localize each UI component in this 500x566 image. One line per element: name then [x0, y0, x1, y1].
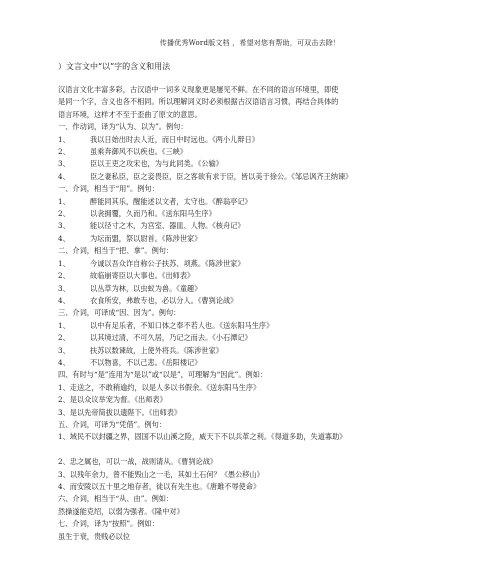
item-text: 以中有足乐者，不知口体之奉不若人也。《送东阳马生序》: [90, 320, 274, 330]
item-text: 能以径寸之木，为宫室、器皿、人物。《核舟记》: [90, 221, 245, 231]
item-text: 以其境过清，不可久居，乃记之而去。《小石潭记》: [90, 333, 252, 343]
section-heading: 四、有时与“是”连用为“是以”或“以是”，可理解为“因此”。例如：: [58, 370, 268, 380]
item-number: 1、: [58, 196, 70, 206]
item-text: 故临崩寄臣以大事也。《出师表》: [90, 271, 195, 281]
list-item: [58, 258, 470, 270]
list-item: [58, 171, 470, 183]
item-text: 以衾拥覆，久而乃和。《送东阳马生序》: [90, 209, 216, 219]
item-number: 4、: [58, 171, 70, 181]
section-heading: 一、作动词，译为“认为、以为”。例句：: [58, 122, 188, 132]
item-text: 臣之妻私臣，臣之妾畏臣，臣之客欲有求于臣，皆以美于徐公。《邹忌讽齐王纳谏》: [90, 171, 353, 181]
list-item: 2、是以众议举宠为督。《出师表》: [58, 395, 167, 405]
item-text: 以丛草为林，以虫蚁为兽。《童趣》: [90, 283, 202, 293]
list-item: [58, 332, 470, 344]
list-item: [58, 295, 470, 307]
item-text: 不以物喜，不以己悲。《岳阳楼记》: [90, 357, 202, 367]
item-number: 2、: [58, 333, 70, 343]
blank-line: [58, 444, 470, 456]
item-number: 3、: [58, 159, 70, 169]
item-text: 醉能同其乐，醒能述以文者，太守也。《醉翁亭记》: [90, 196, 252, 206]
item-number: 4、: [58, 233, 70, 243]
item-number: 4、: [58, 357, 70, 367]
item-number: 4、: [58, 295, 70, 305]
document-header-banner: 传播优秀Word版文档 ，希望对您有帮助，可双击去除！: [159, 39, 341, 47]
item-number: 3、: [58, 283, 70, 293]
list-item: [58, 208, 470, 220]
list-item: 2、忠之属也，可以一战，战则请从。《曹刿论战》: [58, 457, 218, 467]
intro-line: 汉语言文化丰富多彩，古汉语中一词多义现象更是屡见不鲜。在不同的语言环境里，即使: [58, 85, 339, 94]
item-number: 2、: [58, 209, 70, 219]
item-number: 3、: [58, 345, 70, 355]
list-item: [58, 357, 470, 369]
section-heading: 二、介词，相当于“把、拿”。例句：: [58, 246, 174, 256]
list-item: [58, 134, 470, 146]
list-item: [58, 158, 470, 170]
intro-line: 是同一个字，含义也各不相同。所以理解词义时必须根据古汉语语言习惯，再结合具体的: [58, 97, 339, 107]
item-text: 臣以王吏之攻宋也，为与此同类。《公输》: [90, 159, 223, 169]
list-item: 3、以残年余力，曾不能毁山之一毛，其如土石何？《愚公移山》: [58, 469, 264, 479]
list-item: 1、走送之，不敢稍逾约，以是人多以书假余。《送东阳马生序》: [58, 382, 261, 392]
list-item: [58, 196, 470, 208]
list-item: [58, 220, 470, 232]
list-item: [58, 270, 470, 282]
list-item: 3、是以先帝简拔以遗陛下。《出师表》: [58, 407, 182, 417]
section-heading: 三、介词，可译成“因、因为”。例句：: [58, 308, 181, 318]
section-heading: 七、介词，译为“按照”。例如：: [58, 519, 159, 529]
item-text: 扶苏以数谏故，上使外将兵。《陈涉世家》: [90, 345, 223, 355]
item-text: 今诚以吾众诈自称公子扶苏、项燕。《陈涉世家》: [90, 258, 245, 268]
section-heading: 五、介词，可译为“凭借”。例句：: [58, 419, 166, 429]
item-text: 衣食所安，弗敢专也，必以分人。《曹刿论战》: [90, 295, 238, 305]
list-item: 虽生于衰，贵贱必以位: [58, 531, 130, 541]
list-item: [58, 146, 470, 158]
item-number: 1、: [58, 258, 70, 268]
list-item: 然操遂能克绍，以弱为强者。《隆中对》: [58, 506, 184, 516]
intro-line: 语言环境，这样才不至于歪曲了原文的意思。: [58, 109, 202, 119]
list-item: 1、域民不以封疆之界，固国不以山溪之险，威天下不以兵革之利。《得道多助，失道寡助》: [58, 432, 347, 442]
list-item: [58, 233, 470, 245]
item-number: 1、: [58, 134, 70, 144]
item-number: 1、: [58, 320, 70, 330]
item-number: 2、: [58, 271, 70, 281]
item-text: 虽乘奔御风不以疾也。《三峡》: [90, 147, 188, 157]
item-number: 2、: [58, 147, 70, 157]
list-item: [58, 345, 470, 357]
section-heading: 一、介词，相当于“用”。例句：: [58, 184, 159, 194]
item-text: 我以日始出时去人近，而日中时远也。《两小儿辩日》: [90, 134, 259, 144]
document-title: ）文言文中“以”字的含义和用法: [58, 62, 171, 71]
item-text: 为坛而盟，祭以尉首。《陈涉世家》: [90, 233, 202, 243]
item-number: 3、: [58, 221, 70, 231]
list-item: [58, 283, 470, 295]
list-item: [58, 320, 470, 332]
document-body: [58, 84, 470, 543]
list-item: 4、而安陵以五十里之地存者，徒以有先生也。《唐雎不辱使命》: [58, 481, 261, 491]
section-heading: 六、介词，相当于“从、由”。例如：: [58, 494, 174, 504]
